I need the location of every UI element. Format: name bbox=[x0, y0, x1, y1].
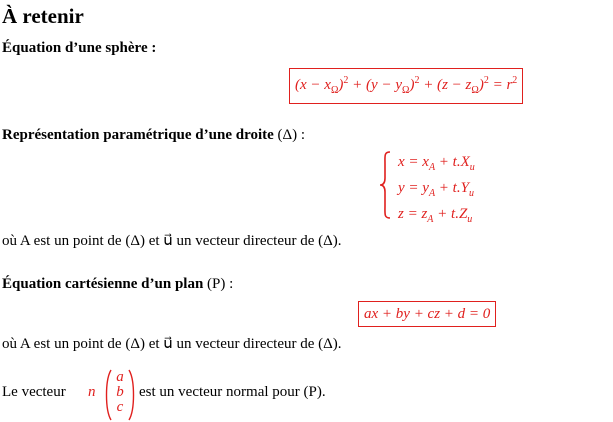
sphere-heading: Équation d’une sphère : bbox=[2, 40, 157, 56]
line-heading-suffix: (Δ) : bbox=[273, 127, 306, 143]
system-line-y: $y = y_A + t.Y_{u⃗}$ bbox=[398, 180, 482, 199]
plane-equation: ax + by + cz + d = 0 bbox=[358, 301, 496, 327]
line-heading: Représentation paramétrique d’une droite bbox=[2, 127, 274, 143]
page-title: À retenir bbox=[2, 4, 84, 28]
sphere-equation bbox=[289, 68, 523, 104]
system-brace bbox=[378, 150, 392, 220]
plane-heading: Équation cartésienne d’un plan bbox=[2, 276, 204, 292]
normal-suffix: est un vecteur normal pour (P). bbox=[139, 384, 326, 400]
plane-heading-row bbox=[2, 273, 233, 293]
system-line-z: $z = z_A + t.Z_{u⃗}$ bbox=[398, 206, 481, 225]
vector-right-paren bbox=[127, 368, 137, 422]
parametric-system bbox=[398, 152, 483, 230]
sphere-equation-text: $(x - x_\Omega)^2 + (y - y_\Omega)^2 + (z - z_\Omega)^2 = r^2$ bbox=[295, 75, 518, 96]
normal-prefix: Le vecteur bbox=[2, 384, 66, 400]
plane-heading-suffix: (P) : bbox=[203, 276, 234, 292]
system-line-x: $x = x_A + t.X_{u⃗}$ bbox=[398, 154, 483, 173]
vector-component-a: a bbox=[116, 369, 124, 385]
vector-component-b: b bbox=[116, 384, 124, 400]
normal-vector-components bbox=[113, 370, 127, 415]
plane-note: où A est un point de (Δ) et u⃗ un vecteur directeur de (Δ). bbox=[2, 336, 342, 352]
normal-vector-name: n⃗ bbox=[88, 384, 108, 400]
vector-component-c: c bbox=[116, 399, 124, 415]
line-heading-row bbox=[2, 124, 305, 144]
line-note: où A est un point de (Δ) et u⃗ un vecteur directeur de (Δ). bbox=[2, 233, 342, 249]
vector-left-paren bbox=[103, 368, 113, 422]
